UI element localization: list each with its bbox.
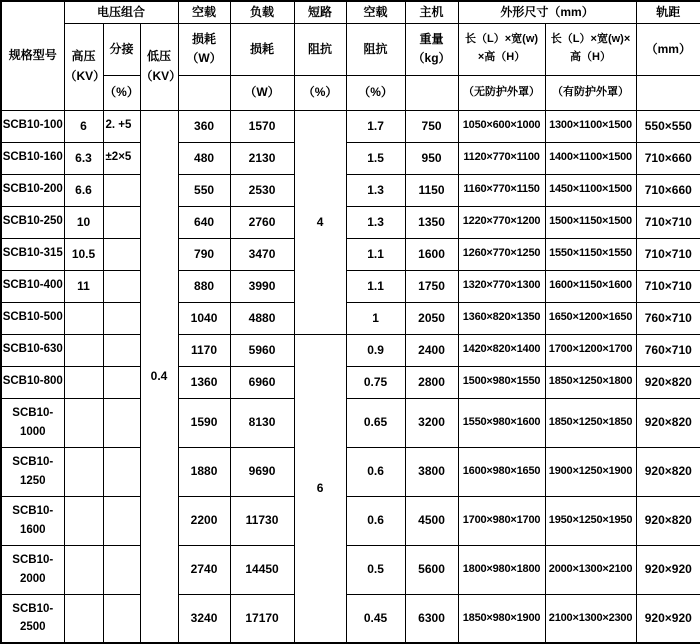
cell-noload-imp: 0.9 bbox=[346, 334, 405, 366]
cell-hv bbox=[64, 496, 103, 545]
cell-weight: 750 bbox=[405, 110, 458, 142]
cell-dim-bare: 1500×980×1550 bbox=[458, 366, 545, 398]
cell-noload-loss: 2740 bbox=[178, 545, 230, 594]
cell-model-line1: SCB10- bbox=[12, 407, 54, 420]
cell-tap bbox=[103, 398, 140, 447]
header-gauge-top: 轨距 bbox=[636, 1, 700, 23]
cell-model: SCB10-100 bbox=[1, 110, 64, 142]
header-load-loss-top: 负载 bbox=[230, 1, 294, 23]
cell-noload-imp: 1.5 bbox=[346, 142, 405, 174]
cell-gauge: 920×820 bbox=[636, 398, 700, 447]
cell-dim-bare: 1050×600×1000 bbox=[458, 110, 545, 142]
table-row bbox=[1, 398, 700, 447]
cell-weight: 3200 bbox=[405, 398, 458, 447]
cell-weight: 2400 bbox=[405, 334, 458, 366]
cell-weight: 1600 bbox=[405, 238, 458, 270]
cell-noload-loss: 790 bbox=[178, 238, 230, 270]
header-dim-bare-line2: ×高（H） bbox=[477, 51, 526, 63]
header-noload-imp-top: 空载 bbox=[346, 1, 405, 23]
cell-model: SCB10-250 bbox=[1, 206, 64, 238]
cell-noload-loss: 1170 bbox=[178, 334, 230, 366]
cell-hv bbox=[64, 594, 103, 643]
cell-noload-imp: 1.1 bbox=[346, 238, 405, 270]
empty-cell bbox=[405, 75, 458, 110]
header-weight-line2: （kg） bbox=[412, 51, 451, 65]
cell-noload-imp: 1.7 bbox=[346, 110, 405, 142]
cell-hv bbox=[64, 334, 103, 366]
table-row bbox=[1, 174, 700, 206]
empty-cell bbox=[636, 75, 700, 110]
header-noload-imp: 阻抗 bbox=[346, 23, 405, 75]
cell-noload-imp: 0.6 bbox=[346, 496, 405, 545]
cell-model: SCB10-315 bbox=[1, 238, 64, 270]
cell-hv bbox=[64, 447, 103, 496]
table-row bbox=[1, 334, 700, 366]
cell-weight: 3800 bbox=[405, 447, 458, 496]
cell-model-line2: 2000 bbox=[19, 572, 46, 585]
header-dim-enclosed-line2: 高（H） bbox=[570, 51, 611, 63]
cell-noload-loss: 880 bbox=[178, 270, 230, 302]
cell-noload-imp: 1.3 bbox=[346, 174, 405, 206]
table-row bbox=[1, 366, 700, 398]
cell-noload-loss: 360 bbox=[178, 110, 230, 142]
cell-tap: 2. +5 bbox=[103, 110, 140, 142]
cell-model-line1: SCB10- bbox=[12, 505, 54, 518]
cell-model: SCB10-800 bbox=[1, 366, 64, 398]
cell-dim-enclosed: 1450×1100×1500 bbox=[545, 174, 636, 206]
cell-dim-bare: 1700×980×1700 bbox=[458, 496, 545, 545]
cell-dim-enclosed: 1950×1250×1950 bbox=[545, 496, 636, 545]
cell-gauge: 760×710 bbox=[636, 334, 700, 366]
header-voltage-group: 电压组合 bbox=[64, 1, 178, 23]
cell-weight: 5600 bbox=[405, 545, 458, 594]
cell-model-line2: 1000 bbox=[19, 425, 46, 438]
header-lv bbox=[140, 23, 182, 110]
cell-dim-bare: 1120×770×1100 bbox=[458, 142, 545, 174]
cell-gauge: 710×660 bbox=[636, 174, 700, 206]
cell-dim-enclosed: 2100×1300×2300 bbox=[545, 594, 636, 643]
header-weight-line1: 重量 bbox=[419, 31, 444, 46]
cell-weight: 1150 bbox=[405, 174, 458, 206]
cell-model bbox=[1, 447, 64, 496]
table-row bbox=[1, 302, 700, 334]
cell-dim-bare: 1320×770×1300 bbox=[458, 270, 545, 302]
cell-noload-loss: 3240 bbox=[178, 594, 230, 643]
cell-dim-enclosed: 1850×1250×1850 bbox=[545, 398, 636, 447]
header-dim-bare-note: （无防护外罩） bbox=[458, 75, 545, 110]
cell-gauge: 920×820 bbox=[636, 447, 700, 496]
cell-dim-bare: 1800×980×1800 bbox=[458, 545, 545, 594]
cell-noload-imp: 0.75 bbox=[346, 366, 405, 398]
cell-load-loss: 9690 bbox=[230, 447, 294, 496]
cell-tap bbox=[103, 594, 140, 643]
cell-model: SCB10-630 bbox=[1, 334, 64, 366]
cell-dim-bare: 1550×980×1600 bbox=[458, 398, 545, 447]
cell-tap: ±2×5 bbox=[103, 142, 140, 174]
cell-hv bbox=[64, 366, 103, 398]
cell-tap bbox=[103, 545, 140, 594]
table-row bbox=[1, 594, 700, 643]
cell-dim-bare: 1420×820×1400 bbox=[458, 334, 545, 366]
cell-model bbox=[1, 594, 64, 643]
cell-dim-enclosed: 1400×1100×1500 bbox=[545, 142, 636, 174]
header-lv-line2: （KV） bbox=[140, 68, 182, 83]
table-row bbox=[1, 270, 700, 302]
cell-hv: 10.5 bbox=[64, 238, 103, 270]
header-weight-top: 主机 bbox=[405, 1, 458, 23]
cell-dim-enclosed: 1500×1150×1500 bbox=[545, 206, 636, 238]
header-shortcircuit-unit: （%） bbox=[294, 75, 346, 110]
cell-hv bbox=[64, 545, 103, 594]
cell-load-loss: 1570 bbox=[230, 110, 294, 142]
cell-dim-bare: 1260×770×1250 bbox=[458, 238, 545, 270]
cell-tap bbox=[103, 496, 140, 545]
cell-noload-loss: 1590 bbox=[178, 398, 230, 447]
cell-dim-enclosed: 1550×1150×1550 bbox=[545, 238, 636, 270]
cell-hv: 10 bbox=[64, 206, 103, 238]
header-shortcircuit: 阻抗 bbox=[294, 23, 346, 75]
cell-shortcircuit-merged: 4 bbox=[294, 110, 346, 334]
cell-dim-enclosed: 1900×1250×1900 bbox=[545, 447, 636, 496]
cell-weight: 6300 bbox=[405, 594, 458, 643]
cell-model-line2: 2500 bbox=[19, 621, 46, 634]
cell-load-loss: 14450 bbox=[230, 545, 294, 594]
cell-weight: 1350 bbox=[405, 206, 458, 238]
cell-noload-loss: 2200 bbox=[178, 496, 230, 545]
cell-dim-bare: 1850×980×1900 bbox=[458, 594, 545, 643]
cell-noload-imp: 0.65 bbox=[346, 398, 405, 447]
cell-load-loss: 4880 bbox=[230, 302, 294, 334]
header-weight bbox=[405, 23, 458, 75]
cell-gauge: 710×710 bbox=[636, 206, 700, 238]
cell-noload-imp: 0.6 bbox=[346, 447, 405, 496]
cell-model: SCB10-500 bbox=[1, 302, 64, 334]
cell-hv: 6 bbox=[64, 110, 103, 142]
cell-dim-bare: 1220×770×1200 bbox=[458, 206, 545, 238]
cell-lv-merged: 0.4 bbox=[140, 110, 178, 643]
cell-gauge: 920×820 bbox=[636, 496, 700, 545]
header-dim-bare-line1: 长（L）×宽(w) bbox=[465, 33, 539, 46]
table-row bbox=[1, 496, 700, 545]
cell-noload-imp: 0.45 bbox=[346, 594, 405, 643]
cell-load-loss: 17170 bbox=[230, 594, 294, 643]
cell-noload-imp: 0.5 bbox=[346, 545, 405, 594]
cell-dim-bare: 1360×820×1350 bbox=[458, 302, 545, 334]
cell-gauge: 710×710 bbox=[636, 238, 700, 270]
cell-tap bbox=[103, 238, 140, 270]
header-dim-enclosed-line1: 长（L）×宽(w)× bbox=[550, 33, 631, 46]
cell-gauge: 920×920 bbox=[636, 594, 700, 643]
cell-shortcircuit-merged: 6 bbox=[294, 334, 346, 643]
header-dim-enclosed-note: （有防护外罩） bbox=[545, 75, 636, 110]
cell-noload-loss: 1880 bbox=[178, 447, 230, 496]
cell-gauge: 550×550 bbox=[636, 110, 700, 142]
header-noload-loss bbox=[178, 23, 230, 75]
header-shortcircuit-top: 短路 bbox=[294, 1, 346, 23]
cell-tap bbox=[103, 206, 140, 238]
cell-model: SCB10-160 bbox=[1, 142, 64, 174]
empty-cell bbox=[178, 75, 230, 110]
cell-dim-enclosed: 1850×1250×1800 bbox=[545, 366, 636, 398]
header-noload-loss-top: 空载 bbox=[178, 1, 230, 23]
cell-hv: 11 bbox=[64, 270, 103, 302]
cell-weight: 4500 bbox=[405, 496, 458, 545]
cell-noload-loss: 640 bbox=[178, 206, 230, 238]
cell-dim-enclosed: 2000×1300×2100 bbox=[545, 545, 636, 594]
cell-tap bbox=[103, 366, 140, 398]
cell-noload-imp: 1.1 bbox=[346, 270, 405, 302]
header-hv-line1: 高压 bbox=[71, 49, 96, 64]
cell-noload-loss: 550 bbox=[178, 174, 230, 206]
cell-gauge: 760×710 bbox=[636, 302, 700, 334]
cell-tap bbox=[103, 447, 140, 496]
cell-load-loss: 2760 bbox=[230, 206, 294, 238]
table-row bbox=[1, 110, 700, 142]
cell-noload-imp: 1 bbox=[346, 302, 405, 334]
cell-dim-enclosed: 1650×1200×1650 bbox=[545, 302, 636, 334]
cell-model-line1: SCB10- bbox=[12, 456, 54, 469]
cell-noload-imp: 1.3 bbox=[346, 206, 405, 238]
header-dim-bare bbox=[458, 23, 545, 75]
cell-model bbox=[1, 496, 64, 545]
cell-model-line2: 1600 bbox=[19, 523, 46, 536]
table-row bbox=[1, 545, 700, 594]
cell-model: SCB10-400 bbox=[1, 270, 64, 302]
cell-dim-bare: 1600×980×1650 bbox=[458, 447, 545, 496]
header-hv-line2: （KV） bbox=[64, 68, 106, 83]
cell-tap bbox=[103, 334, 140, 366]
header-hv bbox=[64, 23, 106, 110]
table-row bbox=[1, 142, 700, 174]
cell-dim-enclosed: 1700×1200×1700 bbox=[545, 334, 636, 366]
cell-model-line2: 1250 bbox=[19, 474, 46, 487]
cell-hv: 6.6 bbox=[64, 174, 103, 206]
cell-hv: 6.3 bbox=[64, 142, 103, 174]
cell-dim-enclosed: 1300×1100×1500 bbox=[545, 110, 636, 142]
cell-weight: 1750 bbox=[405, 270, 458, 302]
header-dim-enclosed bbox=[545, 23, 636, 75]
cell-load-loss: 5960 bbox=[230, 334, 294, 366]
cell-dim-enclosed: 1600×1150×1600 bbox=[545, 270, 636, 302]
cell-model-line1: SCB10- bbox=[12, 554, 54, 567]
cell-load-loss: 8130 bbox=[230, 398, 294, 447]
header-noload-loss-line2: （W） bbox=[186, 51, 222, 65]
cell-noload-loss: 1040 bbox=[178, 302, 230, 334]
cell-tap bbox=[103, 174, 140, 206]
cell-weight: 2050 bbox=[405, 302, 458, 334]
cell-model bbox=[1, 545, 64, 594]
header-load-loss-unit: （W） bbox=[230, 75, 294, 110]
header-tap: 分接 bbox=[103, 23, 140, 75]
cell-hv bbox=[64, 398, 103, 447]
header-noload-loss-line1: 损耗 bbox=[192, 31, 217, 46]
cell-model bbox=[1, 398, 64, 447]
cell-gauge: 710×710 bbox=[636, 270, 700, 302]
cell-load-loss: 6960 bbox=[230, 366, 294, 398]
cell-tap bbox=[103, 302, 140, 334]
header-model: 规格型号 bbox=[1, 1, 64, 110]
cell-noload-loss: 1360 bbox=[178, 366, 230, 398]
cell-model: SCB10-200 bbox=[1, 174, 64, 206]
table-row bbox=[1, 447, 700, 496]
cell-noload-loss: 480 bbox=[178, 142, 230, 174]
cell-load-loss: 3990 bbox=[230, 270, 294, 302]
cell-load-loss: 2130 bbox=[230, 142, 294, 174]
header-dimensions-group: 外形尺寸（mm） bbox=[458, 1, 636, 23]
cell-model-line1: SCB10- bbox=[12, 602, 54, 615]
cell-load-loss: 11730 bbox=[230, 496, 294, 545]
cell-weight: 950 bbox=[405, 142, 458, 174]
cell-hv bbox=[64, 302, 103, 334]
table-row bbox=[1, 238, 700, 270]
header-lv-line1: 低压 bbox=[147, 49, 172, 64]
header-gauge-unit: （mm） bbox=[636, 23, 700, 75]
cell-load-loss: 2530 bbox=[230, 174, 294, 206]
cell-tap bbox=[103, 270, 140, 302]
cell-dim-bare: 1160×770×1150 bbox=[458, 174, 545, 206]
cell-gauge: 920×820 bbox=[636, 366, 700, 398]
header-tap-unit: （%） bbox=[103, 75, 140, 110]
cell-load-loss: 3470 bbox=[230, 238, 294, 270]
cell-gauge: 710×660 bbox=[636, 142, 700, 174]
header-noload-imp-unit: （%） bbox=[346, 75, 405, 110]
table-row bbox=[1, 206, 700, 238]
cell-gauge: 920×920 bbox=[636, 545, 700, 594]
header-load-loss: 损耗 bbox=[230, 23, 294, 75]
cell-weight: 2800 bbox=[405, 366, 458, 398]
